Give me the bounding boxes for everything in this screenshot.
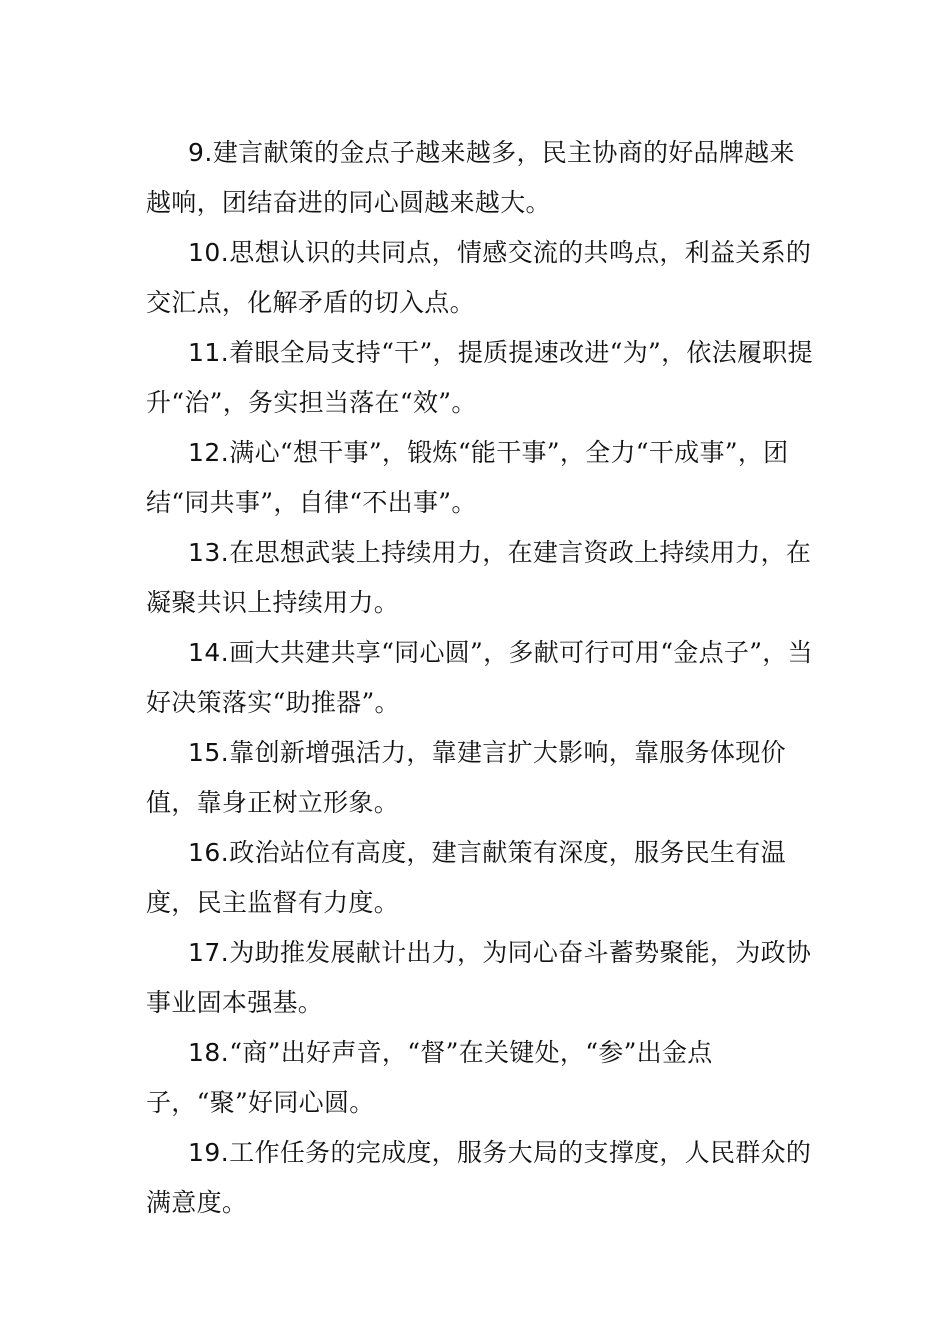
item-text: 在思想武装上持续用力，在建言资政上持续用力，在凝聚共识上持续用力。 bbox=[146, 538, 812, 617]
item-number: 16. bbox=[188, 838, 230, 867]
item-number: 14. bbox=[188, 638, 230, 667]
list-item-13 bbox=[146, 528, 818, 628]
item-text: 思想认识的共同点，情感交流的共鸣点，利益关系的交汇点，化解矛盾的切入点。 bbox=[146, 238, 812, 317]
item-number: 10. bbox=[188, 238, 230, 267]
item-text: “商”出好声音，“督”在关键处，“参”出金点子，“聚”好同心圆。 bbox=[146, 1038, 713, 1117]
item-text: 政治站位有高度，建言献策有深度，服务民生有温度，民主监督有力度。 bbox=[146, 838, 786, 917]
item-number: 11. bbox=[188, 338, 230, 367]
slogan-list bbox=[146, 128, 818, 1228]
item-text: 满心“想干事”，锻炼“能干事”，全力“干成事”，团结“同共事”，自律“不出事”。 bbox=[146, 438, 789, 517]
item-text: 为助推发展献计出力，为同心奋斗蓄势聚能，为政协事业固本强基。 bbox=[146, 938, 812, 1017]
item-text: 靠创新增强活力，靠建言扩大影响，靠服务体现价值，靠身正树立形象。 bbox=[146, 738, 786, 817]
item-number: 18. bbox=[188, 1038, 230, 1067]
item-number: 17. bbox=[188, 938, 230, 967]
list-item-18 bbox=[146, 1028, 818, 1128]
item-text: 着眼全局支持“干”，提质提速改进“为”，依法履职提升“治”，务实担当落在“效”。 bbox=[146, 338, 813, 417]
item-text: 画大共建共享“同心圆”，多献可行可用“金点子”，当好决策落实“助推器”。 bbox=[146, 638, 813, 717]
item-text: 建言献策的金点子越来越多，民主协商的好品牌越来越响，团结奋进的同心圆越来越大。 bbox=[146, 138, 795, 217]
list-item-15 bbox=[146, 728, 818, 828]
item-number: 19. bbox=[188, 1138, 230, 1167]
item-number: 9. bbox=[188, 138, 213, 167]
list-item-14 bbox=[146, 628, 818, 728]
list-item-9 bbox=[146, 128, 818, 228]
list-item-12 bbox=[146, 428, 818, 528]
item-number: 12. bbox=[188, 438, 230, 467]
list-item-19 bbox=[146, 1128, 818, 1228]
item-number: 13. bbox=[188, 538, 230, 567]
list-item-17 bbox=[146, 928, 818, 1028]
item-number: 15. bbox=[188, 738, 230, 767]
list-item-11 bbox=[146, 328, 818, 428]
list-item-16 bbox=[146, 828, 818, 928]
item-text: 工作任务的完成度，服务大局的支撑度，人民群众的满意度。 bbox=[146, 1138, 812, 1217]
list-item-10 bbox=[146, 228, 818, 328]
